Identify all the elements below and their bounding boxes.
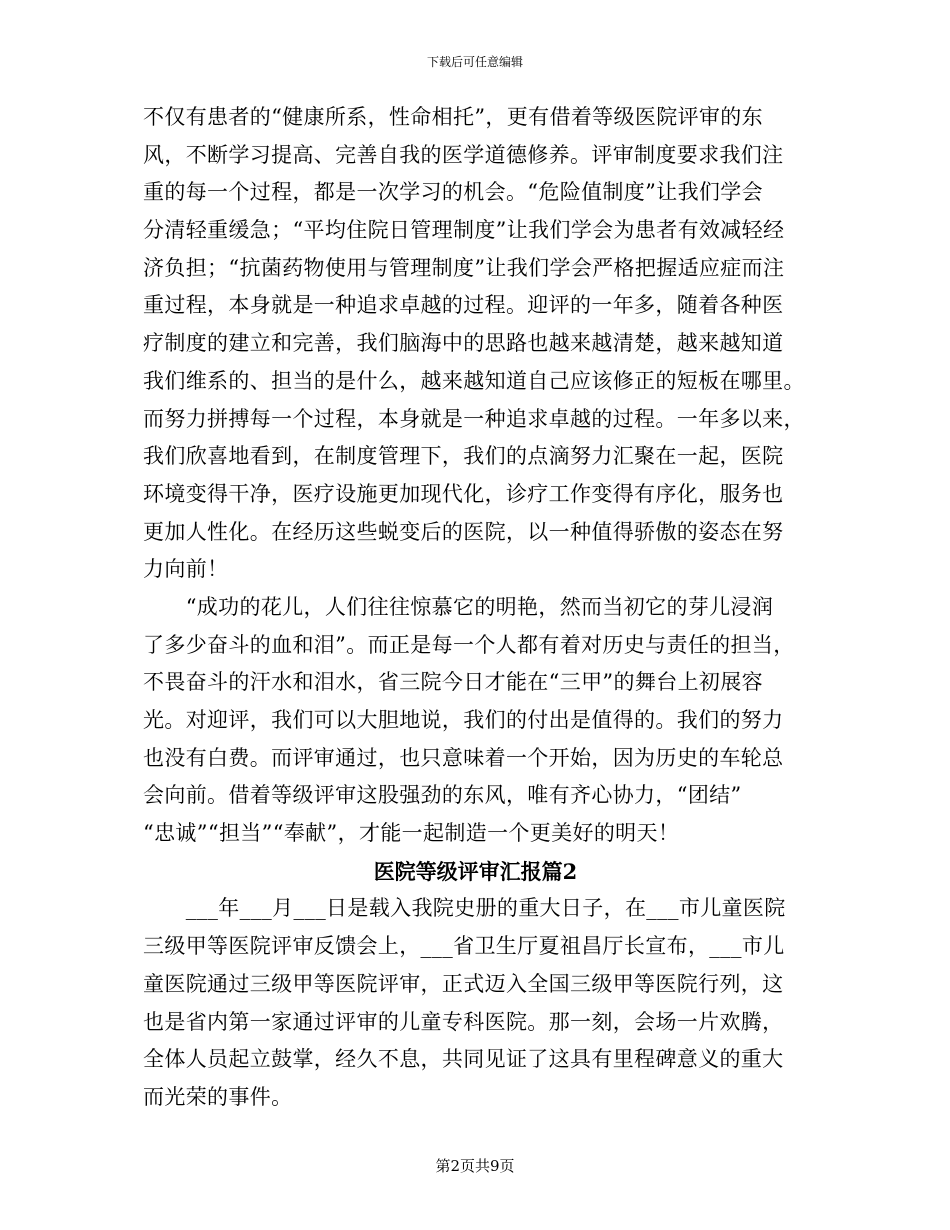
section-title: 医院等级评审汇报篇2	[373, 858, 578, 884]
paragraph-2	[143, 589, 808, 853]
text-line: 重的每一个过程，都是一次学习的机会。“危险值制度”让我们学会	[143, 180, 763, 205]
paragraph-1	[143, 99, 808, 589]
text-line: ___年___月___日是载入我院史册的重大日子，在___市儿童医院	[143, 896, 786, 921]
text-line: 重过程，本身就是一种追求卓越的过程。迎评的一年多，随着各种医	[143, 293, 784, 318]
text-line: 了多少奋斗的血和泪”。而正是每一个人都有着对历史与责任的担当，	[143, 632, 795, 657]
text-line: 而光荣的事件。	[143, 1084, 293, 1109]
text-line: 风，不断学习提高、完善自我的医学道德修养。评审制度要求我们注	[143, 142, 784, 167]
text-line: 分清轻重缓急；“平均住院日管理制度”让我们学会为患者有效减轻经	[143, 218, 785, 243]
text-line: 全体人员起立鼓掌，经久不息，共同见证了这具有里程碑意义的重大	[143, 1047, 784, 1072]
text-line: 我们欣喜地看到，在制度管理下，我们的点滴努力汇聚在一起，医院	[143, 444, 784, 469]
text-line: 会向前。借着等级评审这股强劲的东风，唯有齐心协力，“团结”	[143, 783, 742, 808]
text-line: 更加人性化。在经历这些蜕变后的医院，以一种值得骄傲的姿态在努	[143, 519, 784, 544]
text-line: 而努力拼搏每一个过程，本身就是一种追求卓越的过程。一年多以来，	[143, 406, 805, 431]
text-line: “成功的花儿，人们往往惊慕它的明艳，然而当初它的芽儿浸润	[143, 594, 774, 619]
text-line: “忠诚”“担当”“奉献”，才能一起制造一个更美好的明天！	[143, 821, 680, 846]
text-line: 也没有白费。而评审通过，也只意味着一个开始，因为历史的车轮总	[143, 745, 784, 770]
text-line: 环境变得干净，医疗设施更加现代化，诊疗工作变得有序化，服务也	[143, 481, 784, 506]
text-line: 力向前！	[143, 557, 229, 582]
text-line: 不仅有患者的“健康所系，性命相托”，更有借着等级医院评审的东	[143, 105, 763, 129]
document-body	[143, 99, 808, 1117]
text-line: 疗制度的建立和完善，我们脑海中的思路也越来越清楚，越来越知道	[143, 331, 784, 356]
text-line: 不畏奋斗的汗水和泪水，省三院今日才能在“三甲”的舞台上初展容	[143, 670, 763, 695]
paragraph-3	[143, 890, 808, 1116]
text-line: 也是省内第一家通过评审的儿童专科医院。那一刻，会场一片欢腾，	[143, 1009, 784, 1034]
text-line: 我们维系的、担当的是什么，越来越知道自己应该修正的短板在哪里。	[143, 368, 805, 393]
text-line: 济负担；“抗菌药物使用与管理制度”让我们学会严格把握适应症而注	[143, 255, 785, 280]
page-header: 下载后可任意编辑	[426, 55, 523, 69]
text-line: 三级甲等医院评审反馈会上，___省卫生厅夏祖昌厅长宣布，___市儿	[143, 934, 785, 959]
page-footer: 第2页共9页	[435, 1157, 515, 1175]
text-line: 光。对迎评，我们可以大胆地说，我们的付出是值得的。我们的努力	[143, 708, 784, 732]
text-line: 童医院通过三级甲等医院评审，正式迈入全国三级甲等医院行列，这	[143, 971, 784, 996]
